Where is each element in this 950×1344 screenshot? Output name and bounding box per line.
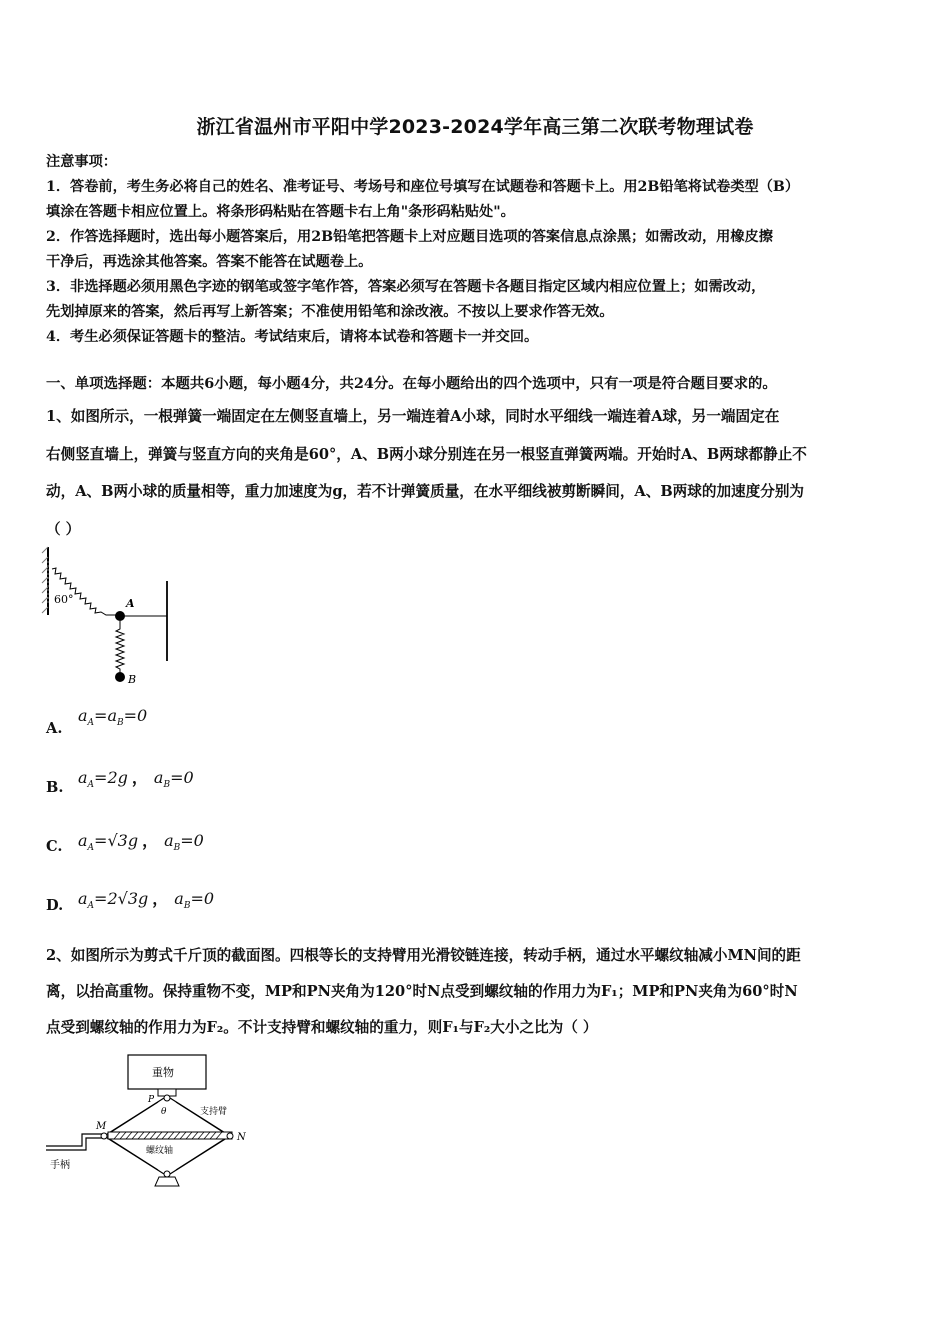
ball-b-label: B — [128, 673, 137, 686]
question-1-line: （ ） — [46, 520, 81, 538]
question-2-figure — [44, 1050, 254, 1190]
option-b-letter[interactable]: B. — [46, 779, 64, 796]
separator: ， — [142, 831, 159, 850]
option-b-formula[interactable] — [78, 765, 194, 790]
question-1-figure — [40, 543, 175, 688]
notice-heading: 注意事项： — [46, 154, 117, 170]
option-a-letter[interactable]: A. — [46, 720, 63, 737]
a-subscript: A — [87, 718, 95, 729]
question-1-stem — [46, 398, 912, 548]
question-2-stem — [46, 938, 912, 1046]
option-c-formula[interactable] — [78, 828, 204, 853]
ball-a-label: A — [126, 597, 135, 610]
a-value: =2√3g — [94, 889, 149, 908]
a-subscript: A — [87, 901, 95, 912]
n-label: N — [237, 1132, 246, 1143]
option-a-formula[interactable] — [78, 706, 147, 728]
notice-line: 干净后，再选涂其他答案。答案不能答在试题卷上。 — [46, 254, 373, 270]
a-value: =√3g — [94, 831, 139, 850]
separator: ， — [152, 889, 169, 908]
arm-label: 支持臂 — [200, 1107, 228, 1117]
a-value: =2g — [94, 768, 128, 787]
b-symbol: a — [174, 889, 184, 908]
b-value: =0 — [123, 706, 148, 725]
section-heading: 一、单项选择题：本题共6小题，每小题4分，共24分。在每小题给出的四个选项中，只有一项是符合题目要求的。 — [46, 375, 777, 392]
screw-label: 螺纹轴 — [146, 1146, 174, 1156]
a-symbol: a — [78, 768, 88, 787]
question-2-line: 点受到螺纹轴的作用力为F₂。不计支持臂和螺纹轴的重力，则F₁与F₂大小之比为（ ） — [46, 1019, 598, 1036]
handle[interactable] — [46, 1134, 102, 1146]
question-2-line: 离，以抬高重物。保持重物不变，MP和PN夹角为120°时N点受到螺纹轴的作用力为F₁；MP和PN夹角为60°时N — [46, 983, 798, 1000]
notice-line: 1．答卷前，考生务必将自己的姓名、准考证号、考场号和座位号填写在试题卷和答题卡上。用2B铅笔将试卷类型（B） — [46, 179, 800, 195]
notice-line: 3．非选择题必须用黑色字迹的钢笔或签字笔作答，答案必须写在答题卡各题目指定区域内相应位置上；如需改动， — [46, 279, 766, 295]
hinge-n — [227, 1133, 233, 1139]
notice-line: 填涂在答题卡相应位置上。将条形码粘贴在答题卡右上角"条形码粘贴处"。 — [46, 204, 515, 220]
angle-label: 60° — [54, 593, 74, 606]
a-symbol: a — [78, 706, 88, 725]
hinge-bottom — [164, 1171, 170, 1177]
b-subscript: B — [163, 780, 171, 791]
question-1-line: 动，A、B两小球的质量相等，重力加速度为g，若不计弹簧质量，在水平细线被剪断瞬间，A、B两球的加速度分别为 — [46, 483, 805, 500]
b-subscript: B — [173, 843, 181, 854]
ball-b — [115, 672, 125, 682]
option-d-letter[interactable]: D. — [46, 897, 64, 914]
slant-spring — [52, 568, 120, 615]
load-label: 重物 — [152, 1066, 174, 1079]
b-value: =0 — [180, 831, 204, 850]
option-d-formula[interactable] — [78, 886, 214, 911]
a-subscript: A — [87, 843, 95, 854]
vertical-spring — [116, 621, 124, 675]
base — [155, 1177, 179, 1186]
a-symbol: a — [78, 831, 88, 850]
p-label: P — [148, 1095, 155, 1105]
b-symbol: a — [164, 831, 174, 850]
option-c-letter[interactable]: C. — [46, 838, 63, 855]
a-value: = — [94, 706, 108, 725]
theta-label: θ — [161, 1107, 167, 1117]
page-title: 浙江省温州市平阳中学2023-2024学年高三第二次联考物理试卷 — [196, 116, 754, 138]
b-subscript: B — [117, 718, 124, 729]
b-value: =0 — [190, 889, 215, 908]
hinge-p — [164, 1095, 170, 1101]
a-symbol: a — [78, 889, 88, 908]
handle-edge — [46, 1138, 102, 1150]
a-subscript: A — [87, 780, 95, 791]
b-symbol: a — [107, 706, 117, 725]
b-subscript: B — [183, 901, 191, 912]
ball-a — [115, 611, 125, 621]
question-1-line: 右侧竖直墙上，弹簧与竖直方向的夹角是60°，A、B两小球分别连在另一根竖直弹簧两端。开始时A、B两球都静止不 — [46, 445, 807, 463]
question-1-line: 1、如图所示，一根弹簧一端固定在左侧竖直墙上，另一端连着A小球，同时水平细线一端连着A球，另一端固定在 — [46, 408, 780, 425]
notice-section — [46, 150, 908, 350]
notice-line: 先划掉原来的答案，然后再写上新答案；不准使用铅笔和涂改液。不按以上要求作答无效。 — [46, 304, 614, 320]
b-symbol: a — [153, 768, 164, 787]
m-label: M — [96, 1121, 107, 1132]
notice-line: 4．考生必须保证答题卡的整洁。考试结束后，请将本试卷和答题卡一并交回。 — [46, 329, 539, 345]
question-2-line: 2、如图所示为剪式千斤顶的截面图。四根等长的支持臂用光滑铰链连接，转动手柄，通过水平螺纹轴减小MN间的距 — [46, 947, 801, 964]
separator: ， — [131, 768, 148, 787]
b-value: =0 — [170, 768, 194, 787]
handle-label: 手柄 — [50, 1160, 70, 1171]
notice-line: 2．作答选择题时，选出每小题答案后，用2B铅笔把答题卡上对应题目选项的答案信息点涂黑；如需改动，用橡皮擦 — [46, 229, 773, 245]
